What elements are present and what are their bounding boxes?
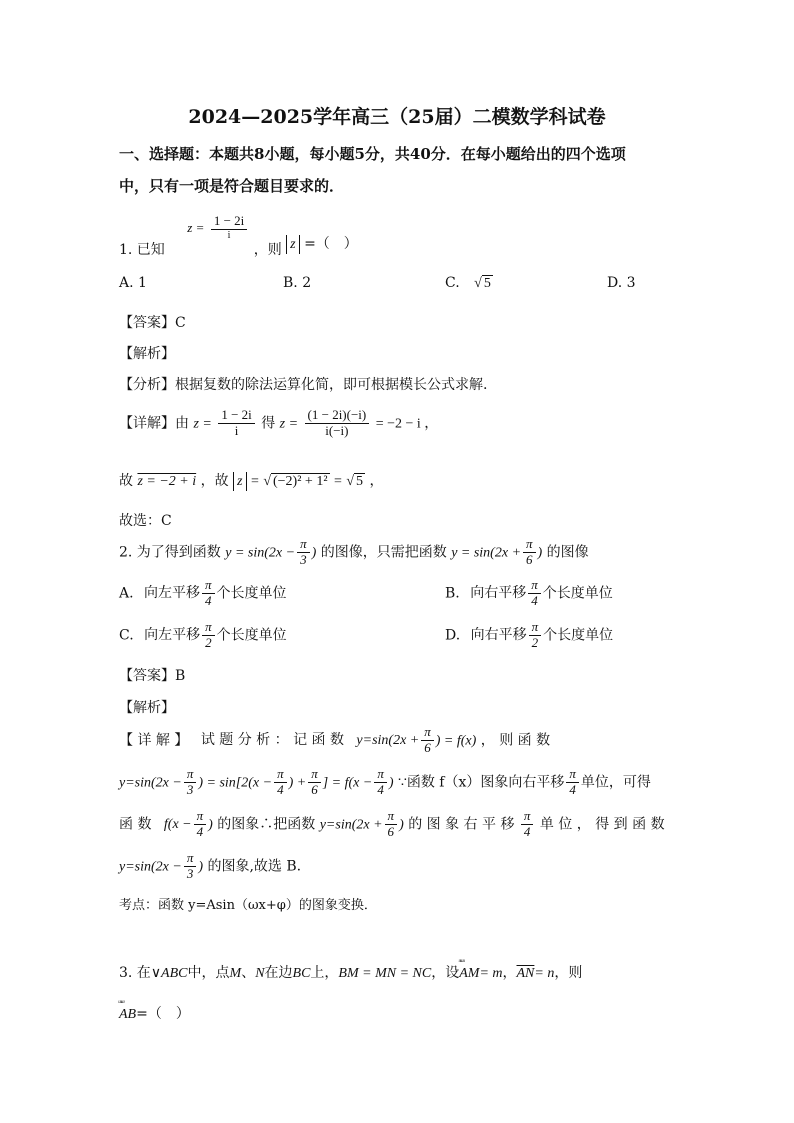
q3-t1: 中，点: [187, 965, 230, 981]
q2-option-d-post: 个长度单位: [543, 627, 614, 644]
q2-f2-num: π: [523, 537, 536, 553]
q3-blank: =（ ）: [136, 1006, 190, 1022]
q2-option-b: [445, 578, 613, 609]
q2-option-c-pre: 向左平移: [144, 627, 201, 644]
q2-prefix: 2. 为了得到函数: [119, 544, 221, 561]
q2-option-a-label: A.: [119, 585, 134, 602]
q3-ab-vector: ᵘᵘᵘᵘ AB: [119, 1007, 136, 1023]
q1-detail-tag: 【详解】: [119, 415, 175, 432]
q2-d3-b: 的图象∴把函数: [217, 816, 316, 833]
q2-d1-f: y=sin(2x +: [356, 733, 420, 749]
q1-option-d: D. 3: [607, 275, 636, 291]
q2-kaodian: 考点：函数 y=Asin（ωx+φ）的图象变换．: [119, 898, 377, 913]
q2-d2-b-den: 4: [277, 781, 284, 797]
q2-d2-num: π: [566, 767, 579, 783]
q3-eq: BM = MN = NC: [338, 966, 432, 981]
q1-fenxi-tag: 【分析】: [119, 377, 175, 393]
q2-option-c-label: C.: [119, 627, 134, 644]
q3-t4: 上，: [310, 965, 339, 981]
q2-option-c-frac: [202, 620, 215, 651]
q2-d1-text: 试 题 分 析 ： 记 函 数: [200, 732, 344, 749]
q3-am-vector: ᵘᵘᵘᵘ AM: [459, 966, 479, 982]
q1-choose: 故选：C: [119, 513, 172, 529]
q2-d3-a: 函 数: [119, 816, 152, 833]
q2-option-d: [445, 620, 613, 651]
q2-d3-m-frac: [521, 809, 534, 840]
q3-eq-m: = m: [479, 966, 503, 981]
q2-d1-close: ) = f(x): [435, 733, 477, 749]
q3-t2: 、: [241, 965, 256, 981]
q2-d2-d: ] = f(x −: [322, 775, 373, 791]
q2-d3-m-num: π: [521, 809, 534, 825]
q2-d4-f: y=sin(2x −: [119, 859, 182, 875]
q1-line2-end: ，: [369, 473, 384, 489]
q2-d4-close: ): [198, 859, 204, 875]
q2-option-d-den: 2: [531, 634, 539, 650]
q2-d3-f: f(x −: [163, 817, 192, 833]
q2-d1-tag: 【 详 解 】: [119, 732, 189, 749]
q2-d1-num: π: [421, 725, 434, 741]
q2-answer: 【答案】B: [119, 668, 186, 684]
q2-d4-frac: [184, 851, 197, 882]
question-3: [119, 962, 582, 982]
q2-detail-line2: [119, 767, 651, 798]
q3-line2: [119, 1003, 190, 1023]
q1-z: z =: [187, 219, 205, 235]
q1-option-c-label: C.: [445, 275, 460, 291]
q2-detail-line3: [119, 809, 665, 840]
q2-d2-den: 4: [569, 781, 576, 797]
q2-d3-den: 4: [196, 823, 204, 839]
q1-detail: [119, 408, 438, 439]
q2-end: 的图像: [546, 544, 589, 561]
q2-option-b-frac: [528, 578, 541, 609]
q2-d3-m-den: 4: [523, 823, 531, 839]
q2-d2-end: 单位，可得: [580, 774, 651, 791]
q2-d1-end: ， 则 函 数: [480, 732, 551, 749]
q2-d2-a-den: 3: [186, 781, 194, 797]
q2-d2-d-frac: [374, 767, 387, 798]
q2-option-b-post: 个长度单位: [542, 585, 613, 602]
q1-detail-you: 由: [175, 415, 189, 432]
q2-option-a-den: 4: [205, 592, 212, 608]
q2-d3-d: 单 位 ， 得 到 函 数: [539, 816, 665, 833]
q3-eq-n: = n: [534, 966, 555, 981]
q2-option-a-num: π: [202, 578, 215, 594]
q2-d2-b-frac: [274, 767, 287, 798]
q1-line2-eq: =: [250, 474, 259, 489]
q2-option-b-den: 4: [531, 592, 538, 608]
q1-detail-de: 得: [261, 415, 276, 432]
q2-d4-num: π: [184, 851, 197, 867]
q1-fenxi-text: 根据复数的除法运算化简，即可根据模长公式求解.: [175, 377, 488, 393]
q1-analysis-head: 【解析】: [119, 346, 175, 362]
q2-d2-text: ∵函数 f（x）图象向右平移: [397, 774, 565, 791]
q2-option-d-pre: 向右平移: [470, 627, 527, 644]
q1-prefix: 1. 已知: [119, 241, 165, 258]
q2-option-a: [119, 578, 287, 609]
q1-detail-frac2-den: i(−i): [325, 422, 349, 438]
q2-d3-g-den: 6: [387, 823, 395, 839]
q1-frac-num: 1 − 2i: [211, 214, 247, 230]
q1-detail-z: z =: [193, 416, 212, 432]
q2-option-a-post: 个长度单位: [216, 585, 287, 602]
q1-detail-fraction: [218, 408, 254, 439]
q2-option-d-frac: [529, 620, 542, 651]
q2-option-c: [119, 620, 287, 651]
q2-d4-den: 3: [186, 865, 194, 881]
q2-d3-frac: [194, 809, 207, 840]
q1-line2-gu: 故: [119, 473, 133, 489]
q1-line2-abs: z: [233, 472, 246, 491]
q2-mid: 的图像，只需把函数: [320, 544, 447, 561]
q2-analysis-head: 【解析】: [119, 700, 175, 716]
page-title: 2024—2025学年高三（25届）二模数学科试卷: [188, 106, 606, 128]
q2-d1-frac: [421, 725, 434, 756]
q3-prefix: 3. 在: [119, 965, 151, 981]
section-heading-line2: 中，只有一项是符合题目要求的．: [119, 177, 345, 195]
q2-f2-close: ): [537, 545, 543, 561]
section-heading-line1: 一、选择题：本题共8小题，每小题5分，共40分．在每小题给出的四个选项: [119, 145, 626, 163]
q2-d3-num: π: [194, 809, 207, 825]
q2-d4-text: 的图象,故选 B.: [207, 858, 302, 875]
q1-frac-den: i: [227, 229, 231, 241]
q2-detail-line4: [119, 851, 301, 882]
q2-d2-c-frac: [308, 767, 321, 798]
q2-option-d-num: π: [529, 620, 542, 636]
q2-f1-num: π: [297, 537, 310, 553]
q1-detail-result: = −2 − i ，: [375, 416, 439, 432]
q2-d2-c-den: 6: [311, 781, 318, 797]
q2-d3-close: ): [208, 817, 213, 833]
q1-detail-z2: z =: [279, 416, 299, 432]
q2-d3-g-num: π: [385, 809, 398, 825]
question-2: [119, 537, 589, 568]
q2-option-b-pre: 向右平移: [470, 585, 527, 602]
q1-detail-fraction2: [305, 408, 370, 439]
q2-d3-c: 的 图 象 右 平 移: [408, 816, 515, 833]
q3-t3: 在边: [264, 965, 293, 981]
q1-option-c-sqrt: 5: [483, 276, 491, 291]
q2-option-c-num: π: [202, 620, 215, 636]
q2-f1-close: ): [311, 545, 317, 561]
q2-option-d-label: D.: [445, 627, 461, 644]
q2-d2-c-num: π: [308, 767, 321, 783]
q3-m: M: [229, 966, 242, 981]
q3-an-vector: $\overline{AN}$: [516, 966, 535, 981]
q2-d3-g: y=sin(2x +: [319, 817, 383, 833]
q2-d1-den: 6: [424, 739, 431, 755]
q3-bc: BC: [292, 966, 311, 981]
q2-option-c-den: 2: [205, 634, 212, 650]
q2-d3-g-frac: [385, 809, 398, 840]
q2-option-a-pre: 向左平移: [144, 585, 201, 602]
q2-d3-g-close: ): [399, 817, 404, 833]
q1-then: ，则: [253, 241, 282, 258]
q2-f2-den: 6: [526, 551, 533, 567]
q3-n: N: [255, 966, 265, 981]
q1-option-c: C. √ 5: [445, 275, 491, 291]
question-1: [119, 213, 358, 258]
q1-line2-zbar: z = −2 + i: [137, 474, 197, 489]
q1-fenxi: [119, 374, 487, 394]
q2-d2-a-frac: [184, 767, 197, 798]
q2-f1-frac: [297, 537, 310, 568]
q1-line2-eq2: =: [333, 474, 342, 489]
q2-detail-line1: [119, 725, 550, 756]
q3-t5: ，设: [431, 965, 460, 981]
q2-option-a-frac: [202, 578, 215, 609]
q2-d2-a-num: π: [184, 767, 197, 783]
q1-option-b: B. 2: [283, 275, 312, 291]
q1-answer: 【答案】C: [119, 315, 186, 331]
q2-d2-b-num: π: [274, 767, 287, 783]
q2-f1-den: 3: [300, 551, 307, 567]
q2-option-b-num: π: [528, 578, 541, 594]
q3-triangle: ∨ABC: [150, 966, 188, 981]
q2-d2-d-num: π: [374, 767, 387, 783]
q1-detail-frac2-num: (1 − 2i)(−i): [305, 408, 370, 424]
q1-line2-sqrt: (−2)² + 1²: [273, 474, 328, 489]
q2-d2-d-den: 4: [377, 781, 384, 797]
q1-blank: =（ ）: [304, 235, 358, 252]
q3-comma: ，: [502, 965, 517, 981]
q2-d2-c: ) +: [288, 775, 307, 791]
q1-abs-z: z: [286, 235, 299, 254]
q1-line2-mid: ，故: [200, 473, 229, 489]
q1-line2-sqrt5: 5: [356, 474, 364, 489]
q2-option-b-label: B.: [445, 585, 460, 602]
q2-d2-b: ) = sin[2(x −: [198, 775, 273, 791]
q2-d2-frac: [566, 767, 579, 798]
q1-detail-frac-num: 1 − 2i: [218, 408, 254, 424]
q3-t6: ，则: [554, 965, 583, 981]
q1-detail-line2: 故 z = −2 + i ，故 z = √ (−2)² + 1² = √ 5 ，: [119, 473, 384, 489]
q2-f2-frac: [523, 537, 536, 568]
q2-option-c-post: 个长度单位: [216, 627, 287, 644]
q2-d2-e: ): [388, 775, 394, 791]
q2-f1: y = sin(2x −: [225, 545, 296, 561]
q1-option-a: A. 1: [119, 275, 147, 291]
q1-detail-frac-den: i: [234, 422, 239, 438]
q2-f2: y = sin(2x +: [451, 545, 522, 561]
q2-d2-a: y=sin(2x −: [119, 775, 182, 791]
q1-fraction: [211, 214, 247, 241]
